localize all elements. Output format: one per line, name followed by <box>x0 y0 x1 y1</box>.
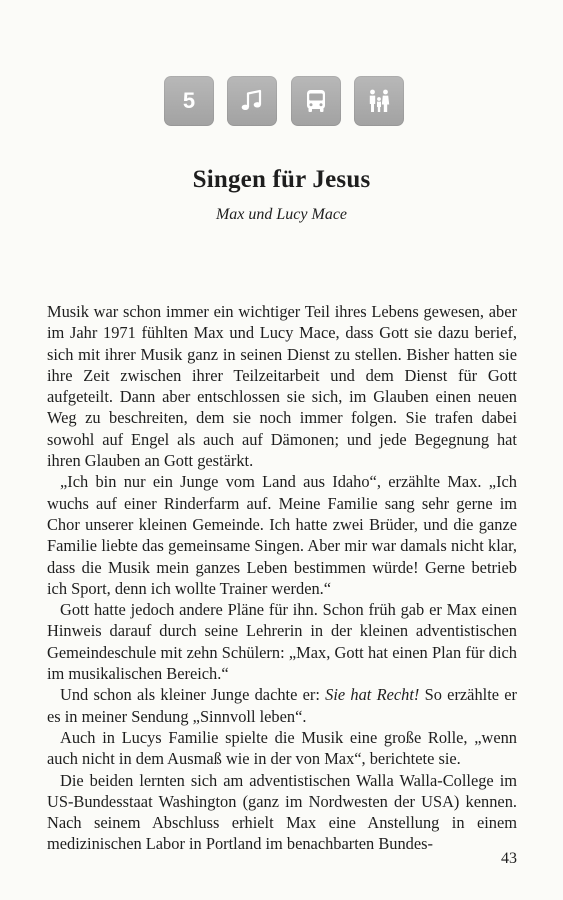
chapter-icon-row <box>164 76 404 128</box>
paragraph-text: So erzählte er es in meiner Sendung „Sinnvoll leben“. <box>47 685 517 726</box>
chapter-number: 5 <box>182 88 196 113</box>
paragraph: Auch in Lucys Familie spielte die Musik eine große Rolle, „wenn auch nicht in dem Ausmaß wie in der von Max“, berichtete sie. <box>47 727 517 769</box>
page-number: 43 <box>501 850 517 867</box>
paragraph: Gott hatte jedoch andere Pläne für ihn. Schon früh gab er Max einen Hinweis darauf durch seine Lehrerin in der kleinen adventistischen Gemeindeschule mit zehn Schülern: „Max, Gott hat einen Plan für dich im musikalischen Bereich.“ <box>47 600 517 684</box>
music-note-icon-graphic <box>237 86 267 116</box>
paragraph: „Ich bin nur ein Junge vom Land aus Idaho“, erzählte Max. „Ich wuchs auf einer Rinderfarm auf. Meine Familie sang sehr gerne im Chor unserer kleinen Gemeinde. Ich hatte zwei Brüder, und die ganze Familie liebte das gemeinsame Singen. Aber mir war damals nicht klar, dass die Musik mein ganzes Leben bestimmen würde! Gerne betrieb ich Sport, denn ich wollte Trainer werden.“ <box>47 472 517 598</box>
music-note-icon <box>227 76 277 126</box>
emphasized-quote: Sie hat Recht! <box>325 685 420 705</box>
story-author: Max und Lucy Mace <box>215 206 348 223</box>
paragraph-text: Und schon als kleiner Junge dachte er: <box>60 685 326 705</box>
story-body <box>47 301 517 855</box>
bus-icon-graphic <box>301 86 331 116</box>
story-title: Singen für Jesus <box>192 166 371 193</box>
paragraph: Die beiden lernten sich am adventistischen Walla Walla-College im US-Bundesstaat Washington (ganz im Nordwesten der USA) kennen. Nach seinem Abschluss erhielt Max eine Anstellung in einem medizinischen Labor in Portland im benachbarten Bundes- <box>47 770 517 854</box>
family-icon <box>354 76 404 126</box>
chapter-number-badge <box>164 76 214 126</box>
bus-icon <box>291 76 341 126</box>
paragraph: Musik war schon immer ein wichtiger Teil ihres Lebens gewesen, aber im Jahr 1971 fühlten Max und Lucy Mace, dass Gott sie dazu berief, sich mit ihrer Musik ganz in seinen Dienst zu stellen. Bisher hatten sie ihre Zeit zwischen ihrer Teilzeitarbeit und dem Dienst für Gott aufgeteilt. Dann aber entschlossen sie sich, im Glauben einen neuen Weg zu beschreiten, dem sie noch immer folgen. Sie trafen dabei sowohl auf Engel als auch auf Dämonen; und jede Begegnung hat ihren Glauben an Gott gestärkt. <box>47 302 517 471</box>
family-icon-graphic <box>364 86 394 116</box>
paragraph <box>47 684 517 727</box>
